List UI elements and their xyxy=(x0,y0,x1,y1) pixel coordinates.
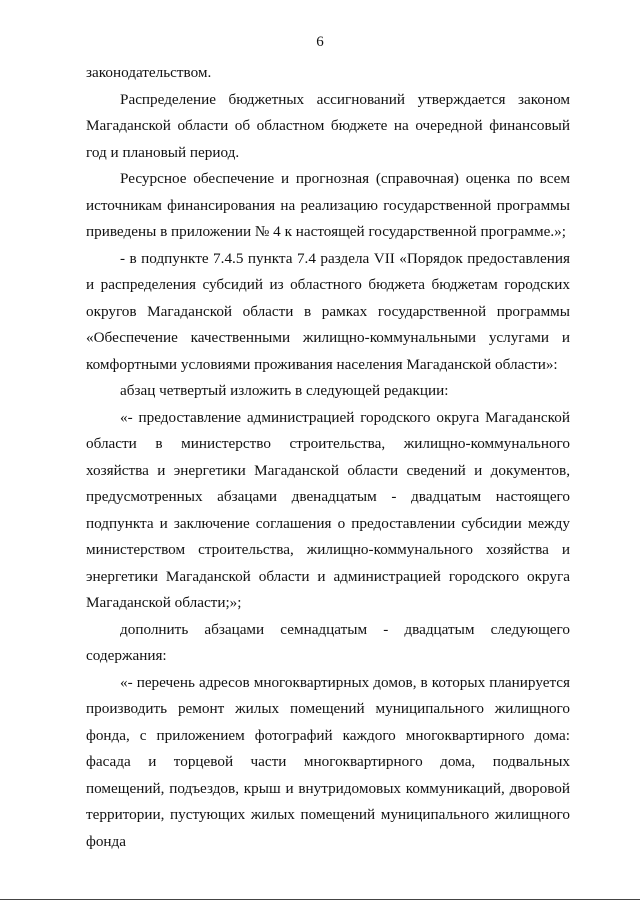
paragraph-6: «- предоставление администрацией городского округа Магаданской области в министерство строительства, жилищно-коммунального хозяйства и энергетики Магаданской области сведений и документов, предусмотренных абзацами двенадцатым - двадцатым настоящего подпункта и заключение соглашения о предоставлении субсидии между министерством строительства, жилищно-коммунального хозяйства и энергетики Магаданской области и администрацией городского округа Магаданской области;»; xyxy=(86,408,570,611)
paragraph-7: дополнить абзацами семнадцатым - двадцатым следующего содержания: xyxy=(86,620,570,664)
paragraph-3: Ресурсное обеспечение и прогнозная (справочная) оценка по всем источникам финансирования на реализацию государственной программы приведены в приложении № 4 к настоящей государственной программе.»; xyxy=(86,170,570,240)
paragraph-2: Распределение бюджетных ассигнований утверждается законом Магаданской области об областном бюджете на очередной финансовый год и плановый период. xyxy=(86,90,570,161)
paragraph-4: - в подпункте 7.4.5 пункта 7.4 раздела VII «Порядок предоставления и распределения субсидий из областного бюджета бюджетам городских округов Магаданской области в рамках государственной программы «Обеспечение качественными жилищно-коммунальными услугами и комфортными условиями проживания населения Магаданской области»: xyxy=(86,249,570,373)
paragraph-1: законодательством. xyxy=(86,64,212,81)
paragraph-8: «- перечень адресов многоквартирных домов, в которых планируется производить ремонт жилых помещений муниципального жилищного фонда, с приложением фотографий каждого многоквартирного дома: фасада и торцевой части многоквартирного дома, подвальных помещений, подъездов, крыш и внутридомовых коммуникаций, дворовой территории, пустующих жилых помещений муниципального жилищного фонда xyxy=(86,673,570,850)
page-bottom-edge xyxy=(0,899,640,900)
document-body xyxy=(86,60,570,855)
page-number: 6 xyxy=(316,34,324,50)
paragraph-5: абзац четвертый изложить в следующей редакции: xyxy=(120,382,449,399)
